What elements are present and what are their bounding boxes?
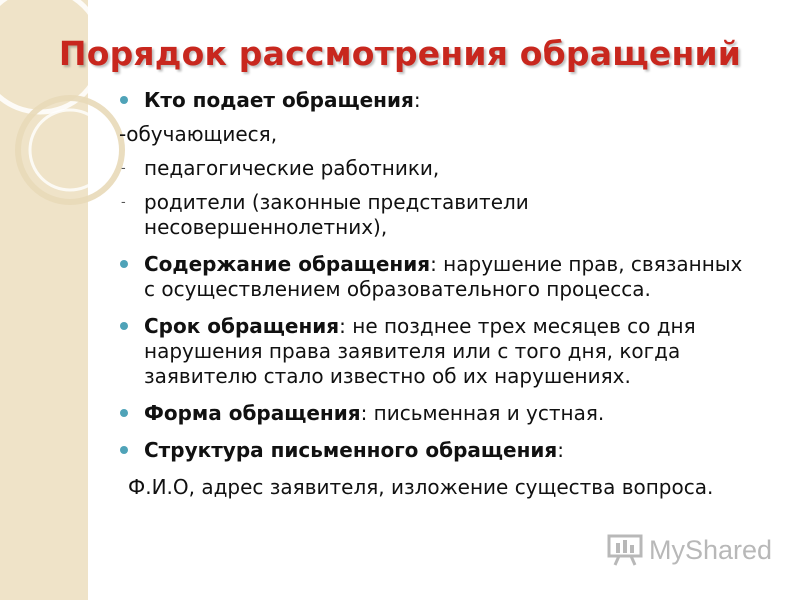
bullet-icon [120,96,128,104]
slide-title: Порядок рассмотрения обращений [58,34,742,73]
list-item-content [118,252,788,277]
term-text-2: нарушения права заявителя или с того дня, когда [144,339,681,363]
term-text-3: заявителю стало известно об их нарушениях. [144,364,631,388]
bullet-icon [120,322,128,330]
bullet-icon [120,446,128,454]
watermark-text: MyShared [649,534,773,565]
list-item-form [118,401,788,426]
structure-detail: Ф.И.О, адрес заявителя, изложение существа вопроса. [128,475,714,499]
term-text-1: : не позднее трех месяцев со дня [339,314,696,338]
presentation-board-icon [607,534,643,566]
structure-label: Структура письменного обращения [144,438,558,462]
list-item-teachers [118,156,788,181]
structure-suffix: : [557,438,564,462]
list-item-structure [118,438,788,463]
bullet-icon [120,260,128,268]
parents-line-2: несовершеннолетних), [144,215,388,239]
watermark [607,534,772,566]
slide-content [118,88,788,500]
list-item-term [118,314,788,339]
content-label: Содержание обращения [144,252,431,276]
form-label: Форма обращения [144,401,361,425]
bullet-icon [120,409,128,417]
list-item-parents [118,190,788,215]
term-label: Срок обращения [144,314,340,338]
content-text-1: : нарушение прав, связанных [430,252,743,276]
content-text-2: с осуществлением образовательного процесса. [144,277,651,301]
dash-marker: - [121,195,126,210]
dash-marker: - [121,161,126,176]
list-item-students: -обучающиеся, [119,122,278,146]
parents-line-1: родители (законные представители [144,190,529,214]
list-item-who [118,88,788,113]
left-decor-band [0,0,88,600]
form-text: : письменная и устная. [360,401,605,425]
teachers-text: педагогические работники, [144,156,440,180]
who-label: Кто подает обращения [144,88,414,112]
who-suffix: : [413,88,421,112]
